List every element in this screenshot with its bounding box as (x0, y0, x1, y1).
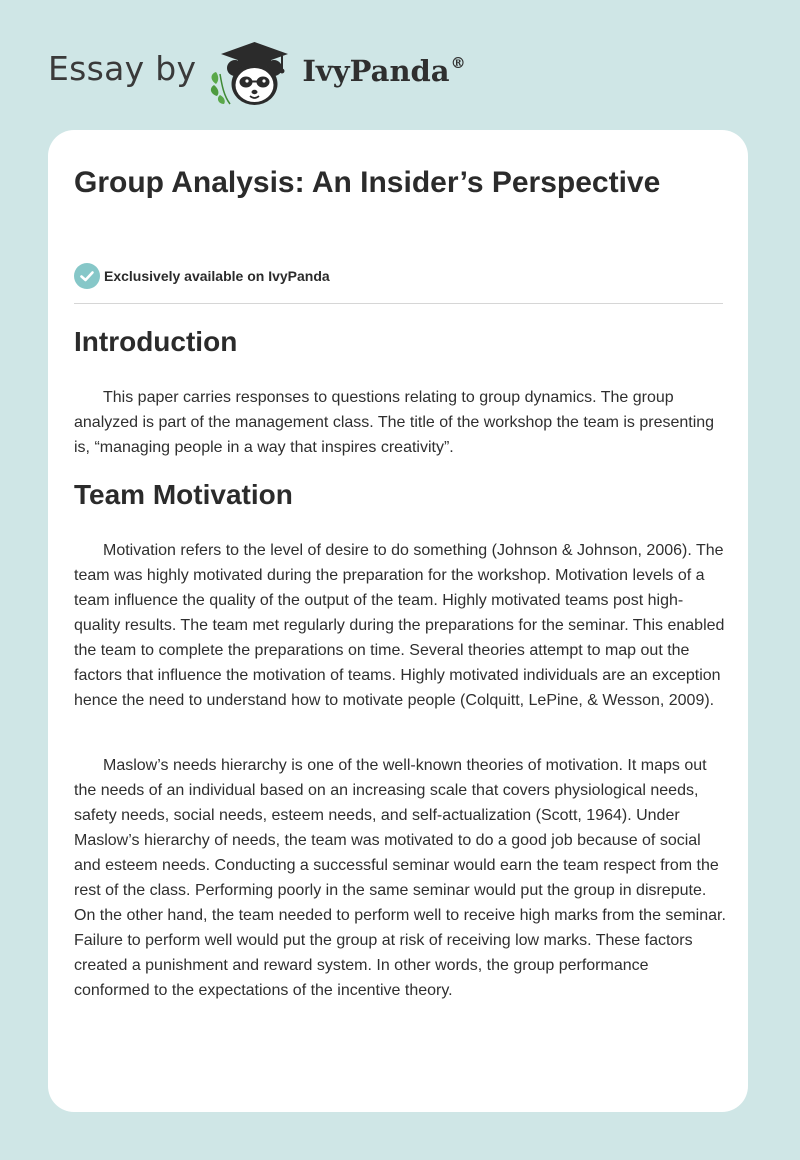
paragraph-team-motivation-1: Motivation refers to the level of desire to do something (Johnson & Johnson, 2006). The team was highly motivated during the preparation for the workshop. Motivation levels of a team influence the quality of the output of the team. Highly motivated teams post high-quality results. The team met regularly during the preparations for the seminar. This enabled the team to complete the preparations on time. Several theories attempt to map out the factors that influence the motivation of teams. Highly motivated individuals are an exception hence the need to understand how to motivate people (Colquitt, LePine, & Wesson, 2009). (74, 542, 725, 709)
exclusive-text: Exclusively available on IvyPanda (104, 268, 330, 284)
essay-by-label: Essay by (48, 48, 197, 88)
exclusive-badge (74, 263, 330, 289)
page-title: Group Analysis: An Insider’s Perspective (74, 166, 661, 199)
ivypanda-logo[interactable] (208, 34, 465, 110)
section-heading-introduction: Introduction (74, 326, 238, 357)
paragraph-team-motivation-2: Maslow’s needs hierarchy is one of the well-known theories of motivation. It maps out the needs of an individual based on an increasing scale that covers physiological needs, safety needs, social needs, esteem needs, and self-actualization (Scott, 1964). Under Maslow’s hierarchy of needs, the team was motivated to do a good job because of social and esteem needs. Conducting a successful seminar would earn the team respect from the rest of the class. Performing poorly in the same seminar would put the group in disrepute. On the other hand, the team needed to perform well to receive high marks from the seminar. Failure to perform well would put the group at risk of receiving low marks. These factors created a punishment and reward system. In other words, the group performance conformed to the expectations of the incentive theory. (74, 757, 726, 999)
panda-graduate-icon (208, 34, 296, 110)
site-header (48, 34, 466, 110)
title-divider (74, 303, 723, 304)
brand-text: IvyPanda (302, 54, 450, 88)
section-heading-team-motivation: Team Motivation (74, 479, 293, 510)
checkmark-icon (74, 263, 100, 289)
brand-name (302, 54, 465, 88)
essay-card (48, 130, 748, 1112)
registered-mark: ® (450, 54, 466, 72)
paragraph-introduction: This paper carries responses to questions relating to group dynamics. The group analyzed is part of the management class. The title of the workshop the team is presenting is, “managing people in a way that inspires creativity”. (74, 389, 715, 456)
